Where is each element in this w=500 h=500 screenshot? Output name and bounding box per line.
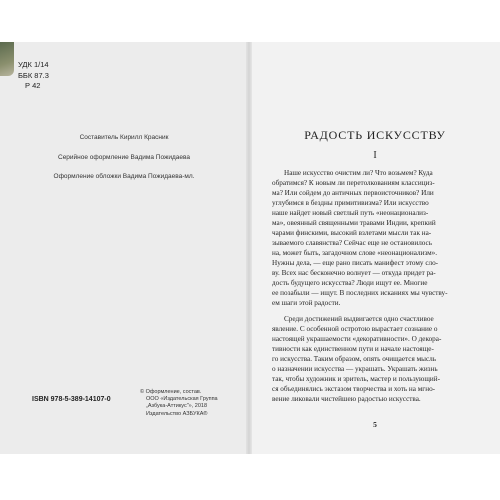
- text-line: явление. С особенной остротою вырастает сознание о: [272, 325, 438, 333]
- series-design-credit: Серийное оформление Вадима Пожидаева: [58, 154, 190, 161]
- text-line: го искусства. Таким образом, опять очищается мысль: [272, 355, 436, 363]
- copyright-line: ООО «Издательская Группа: [146, 396, 218, 403]
- book-gutter: [246, 42, 252, 454]
- text-line: Среди достижений выдвигается одно счастливое: [284, 315, 434, 323]
- text-line: углубимся в бездны примитивизма? Или искусство: [272, 199, 429, 207]
- bbk-code: ББК 87.3: [18, 70, 49, 80]
- text-line: обратимся? К новым ли перетолкованиям классициз-: [272, 179, 435, 187]
- text-line: Наше искусство очистим ли? Что возьмем? Куда: [284, 169, 433, 177]
- isbn: ISBN 978-5-389-14107-0: [32, 396, 111, 403]
- text-line: наше найдет новый светлый путь «неонационализ-: [272, 209, 429, 217]
- text-line: чарами финскими, высокий взлетами мысли так на-: [272, 229, 432, 237]
- text-line: ем шаги этой радости.: [272, 299, 341, 307]
- copyright-block: [140, 389, 218, 418]
- book-spread: [0, 42, 500, 454]
- text-line: так, чтобы художник и зритель, мастер и пользующий-: [272, 375, 440, 383]
- text-line: ма», овеянный священными травами Индии, крепкий: [272, 219, 436, 227]
- copyright-line: © Оформление, состав.: [140, 389, 202, 395]
- text-line: на, может быть, загадочном слове «неонационализм».: [272, 249, 438, 257]
- cover-design-credit: Оформление обложки Вадима Пожидаева-мл.: [53, 173, 195, 180]
- text-line: настоящей украшаемости «декоративности». О декора-: [272, 335, 442, 343]
- text-line: дость будущего искусства? Люди ищут ее. Многие: [272, 279, 428, 287]
- paragraph-one: [272, 168, 480, 308]
- udk-code: УДК 1/14: [18, 60, 49, 69]
- text-line: Нужны дела, — еще рано писать манифест этому сло-: [272, 259, 439, 267]
- text-line: ма? Или сойдем до античных первоисточников? Или: [272, 189, 434, 197]
- paragraph-two: [272, 314, 480, 404]
- essay-title: РАДОСТЬ ИСКУССТВУ: [304, 128, 446, 142]
- text-line: зываемого славянства? Сейчас еще не остановилось: [272, 239, 433, 247]
- text-line: ся объединялись экстазом творчества и хоть на мгно-: [272, 385, 436, 393]
- copyright-line: Издательство АЗБУКА®: [146, 410, 208, 417]
- classification-block: [18, 60, 49, 92]
- text-line: вение ликовали чистейшею радостью искусства.: [272, 395, 421, 403]
- author-mark: Р 42: [25, 81, 41, 90]
- copyright-line: „Азбука-Аттикус"», 2018: [146, 403, 208, 410]
- text-line: о назначении искусства — украшать. Украшать жизнь: [272, 365, 438, 373]
- section-numeral: I: [373, 150, 377, 161]
- corner-photo-fragment: [0, 42, 14, 76]
- text-line: ву. Всех нас бесконечно волнует — откуда придет ра-: [272, 269, 436, 277]
- text-line: тивности как единственном пути и начале настояще-: [272, 345, 434, 353]
- compiler-credit: Составитель Кирилл Красник: [79, 134, 169, 141]
- text-line: ее позабыли — ищут. В последних исканиях мы чувству-: [272, 289, 448, 297]
- page-number: 5: [373, 420, 377, 429]
